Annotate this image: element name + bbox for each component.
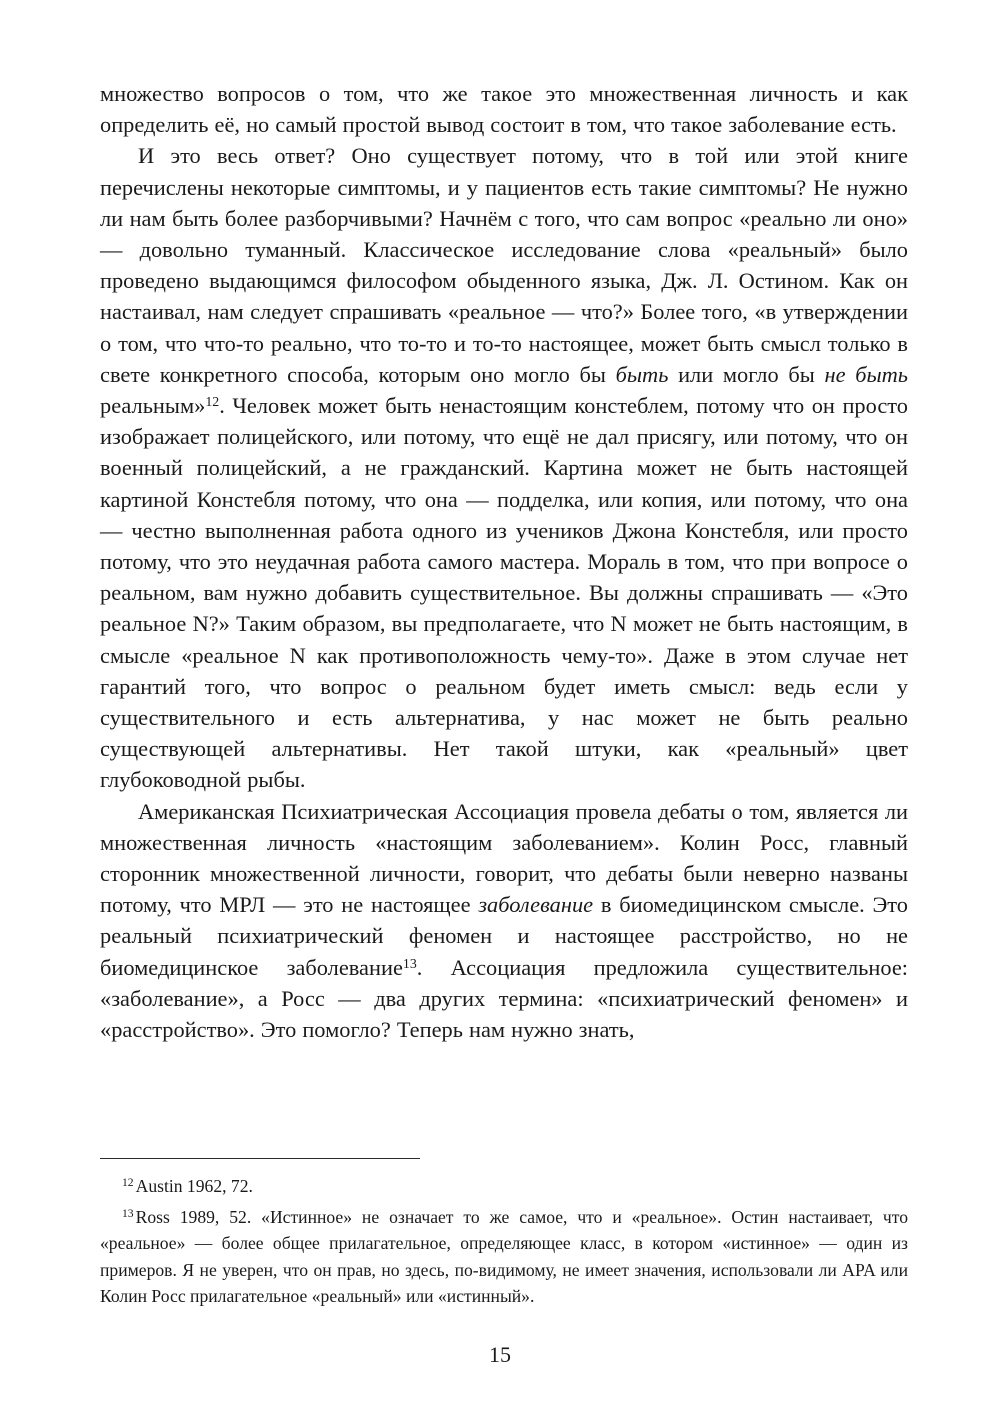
italic-run: не быть [824,361,908,387]
paragraph-3 [100,796,908,1046]
italic-run: заболевание [478,892,594,918]
footnote-reference-13[interactable]: 13 [402,956,417,972]
text-run: множество вопросов о том, что же такое это множественная личность и как определить её, но самый простой вывод состоит в том, что такое заболевание есть. [100,81,908,138]
footnote-separator-rule [100,1158,420,1159]
footnotes-section [100,1158,908,1310]
footnote-text: Austin 1962, 72. [135,1176,253,1196]
page-number: 15 [489,1342,511,1367]
footnote-12 [100,1173,908,1200]
text-run: в биомедицинском смысле. Это реальный психиатрический феномен и настоящее расстройство, но не биомедицинское заболевание [100,892,908,980]
text-run: реальным» [100,393,206,419]
footnote-text: Ross 1989, 52. «Истинное» не означает то же самое, что и «реальное». Остин настаивает, что «реальное» — более общее прилагательное, определяющее класс, в котором «истинное» — один из примеров. Я не уверен, что он прав, но здесь, по-видимому, не имеет значения, использовали ли APA или Колин Росс прилагательное «реальный» или «истинный». [100,1206,908,1306]
text-run: . Человек может быть ненастоящим констеблем, потому что он просто изображает полицейского, или потому, что ещё не дал присягу, или потому, что он военный полицейский, а не гражданский. Картина может не быть настоящей картиной Констебля потому, что она — подделка, или копия, или потому, что она — честно выполненная работа одного из учеников Джона Констебля, или просто потому, что это неудачная работа самого мастера. Мораль в том, что при вопросе о реальном, вам нужно добавить существительное. Вы должны спрашивать — «Это реальное N?» Таким образом, вы предполагаете, что N может не быть настоящим, в смысле «реальное N как противоположность чему-то». Даже в этом случае нет гарантий того, что вопрос о реальном будет иметь смысл: ведь если у существительного и есть альтернатива, у нас может не быть реально существующей альтернативы. Нет такой штуки, как «реальный» цвет глубоководной рыбы. [100,393,908,793]
footnote-reference-12[interactable]: 12 [205,395,220,411]
body-text-block [100,78,908,1045]
footnote-13 [100,1204,908,1310]
text-run: или могло бы [668,361,825,387]
footnote-marker-12: 12 [122,1176,134,1190]
text-run: . Ассоциация предложила существительное: «заболевание», а Росс — два других термина: «психиатрический феномен» и «расстройство». Это помогло? Теперь нам нужно знать, [100,954,909,1043]
paragraph-1 [100,78,908,140]
text-run: Американская Психиатрическая Ассоциация провела дебаты о том, является ли множественная личность «настоящим заболеванием». Колин Росс, главный сторонник множественной личности, говорит, что дебаты были неверно названы потому, что МРЛ — это не настоящее [100,798,908,918]
footnote-marker-13: 13 [122,1206,134,1220]
italic-run: быть [615,361,669,387]
text-run: И это весь ответ? Оно существует потому, что в той или этой книге перечислены некоторые симптомы, и у пациентов есть такие симптомы? Не нужно ли нам быть более разборчивыми? Начнём с того, что сам вопрос «реально ли оно» — довольно туманный. Классическое исследование слова «реальный» было проведено выдающимся философом обыденного языка, Дж. Л. Остином. Как он настаивал, нам следует спрашивать «реальное — что?» Более того, «в утверждении о том, что что-то реально, что то-то и то-то настоящее, может быть смысл только в свете конкретного способа, которым оно могло бы [100,143,908,387]
paragraph-2 [100,140,908,795]
